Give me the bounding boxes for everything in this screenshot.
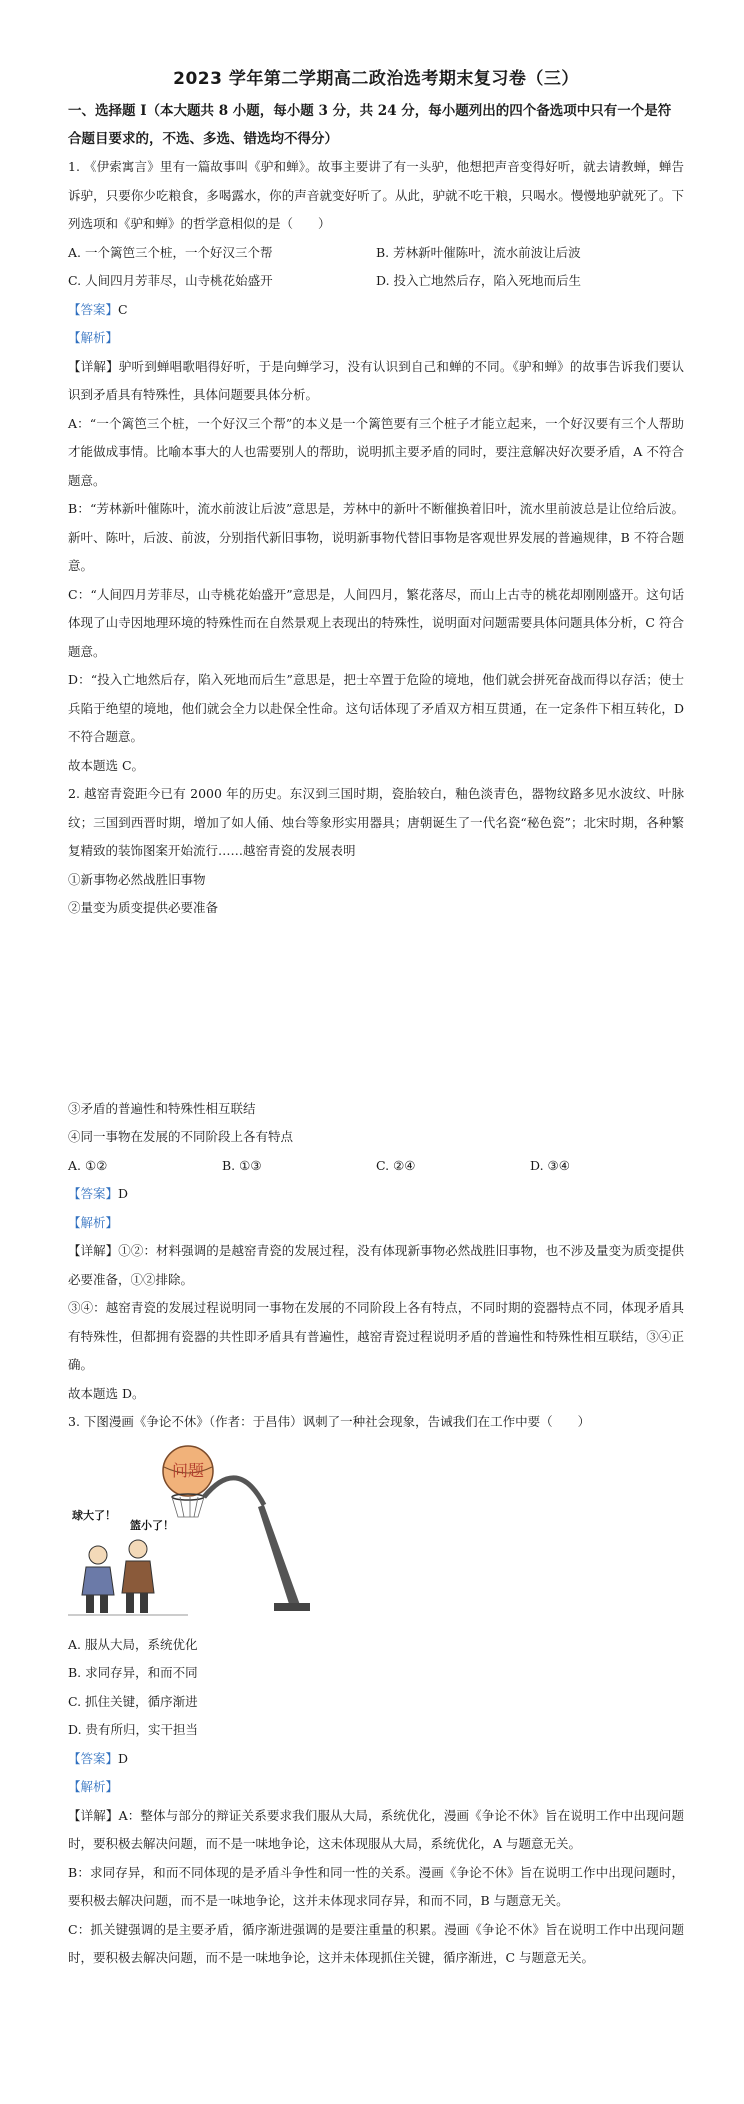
- ball-text: 问题: [171, 1460, 205, 1480]
- hoop-pole: [258, 1505, 300, 1607]
- blank-space: [68, 923, 684, 1095]
- analysis-b: B：“芳林新叶催陈叶，流水前波让后波”意思是，芳林中的新叶不断催换着旧叶，流水里前波总是让位给后波。新叶、陈叶，后波、前波，分别指代新旧事物，说明新事物代替旧事物是客观世界发展的普遍规律，B 不符合题意。: [68, 501, 684, 573]
- analysis-c: C：抓关键强调的是主要矛盾，循序渐进强调的是要注重量的积累。漫画《争论不休》旨在说明工作中出现问题时，要积极去解决问题，而不是一味地争论，这并未体现抓住关键，循序渐进，C 与题意无关。: [68, 1921, 684, 1965]
- option-d: D. 贵有所归，实干担当: [68, 1722, 199, 1737]
- detail-text: 驴听到蝉唱歌唱得好听，于是向蝉学习，没有认识到自己和蝉的不同。《驴和蝉》的故事告诉我们要认识到矛盾具有特殊性，具体问题要具体分析。: [68, 358, 684, 402]
- statement-1: ①新事物必然战胜旧事物: [68, 871, 206, 887]
- answer-tag: 【答案】: [68, 1186, 119, 1201]
- answer-line: [68, 1745, 684, 1774]
- option-a: A. 服从大局，系统优化: [68, 1636, 198, 1652]
- question-1-stem: 1. 《伊索寓言》里有一篇故事叫《驴和蝉》。故事主要讲了有一头驴，他想把声音变得好听，就去请教蝉，蝉告诉驴，只要你少吃粮食，多喝露水，你的声音就变好听了。从此，驴就不吃干粮，只喝水。慢慢地驴就死了。下列选项和《驴和蝉》的哲学意相似的是（ ）: [68, 159, 684, 231]
- detail-paragraph: [68, 353, 684, 410]
- detail-text: A：整体与部分的辩证关系要求我们服从大局，系统优化，漫画《争论不休》旨在说明工作中出现问题时，要积极去解决问题，而不是一味地争论，这未体现服从大局，系统优化，A 与题意无关。: [68, 1807, 684, 1851]
- detail-tag: 【详解】: [68, 358, 119, 374]
- analysis-tag: 【解析】: [68, 1779, 119, 1794]
- analysis-tag: 【解析】: [68, 330, 119, 345]
- page-title: 2023 学年第二学期高二政治选考期末复习卷（三）: [173, 69, 579, 89]
- figure-right: [122, 1540, 154, 1613]
- speech-left: 球大了！: [72, 1508, 116, 1522]
- speech-right: 篮小了！: [130, 1518, 174, 1532]
- option-a: A. ①②: [68, 1157, 108, 1173]
- detail-tag: 【详解】: [68, 1243, 119, 1258]
- answer-tag: 【答案】: [68, 301, 119, 317]
- cartoon-illustration: [68, 1445, 368, 1623]
- option-c: C. 抓住关键，循序渐进: [68, 1693, 198, 1709]
- conclusion: 故本题选 C。: [68, 757, 145, 773]
- conclusion: 故本题选 D。: [68, 1385, 145, 1401]
- question-1-options: [68, 239, 684, 296]
- analysis-tag: 【解析】: [68, 1214, 119, 1230]
- answer-line: [68, 1180, 684, 1209]
- analysis-a: A：“一个篱笆三个桩，一个好汉三个帮”的本义是一个篱笆要有三个桩子才能立起来，一个好汉要有三个人帮助才能做成事情。比喻本事大的人也需要别人的帮助，说明抓主要矛盾的同时，要注意解决好次要矛盾，A 不符合题意。: [68, 415, 684, 488]
- option-c: C. ②④: [376, 1157, 416, 1173]
- option-b: B. ①③: [222, 1157, 262, 1173]
- figure-left: [82, 1546, 114, 1613]
- analysis-34: ③④：越窑青瓷的发展过程说明同一事物在发展的不同阶段上各有特点，不同时期的瓷器特点不同，体现矛盾具有特殊性，但都拥有瓷器的共性即矛盾具有普遍性，越窑青瓷过程说明矛盾的普遍性和特殊性相互联结，③④正确。: [68, 1300, 684, 1372]
- analysis-d: D：“投入亡地然后存，陷入死地而后生”意思是，把士卒置于危险的境地，他们就会拼死奋战而得以存活；使士兵陷于绝望的境地，他们就会全力以赴保全性命。这句话体现了矛盾双方相互贯通，在一定条件下相互转化，D 不符合题意。: [68, 672, 684, 744]
- detail-text: ①②：材料强调的是越窑青瓷的发展过程，没有体现新事物必然战胜旧事物，也不涉及量变为质变提供必要准备，①②排除。: [68, 1243, 684, 1287]
- hoop-arm: [204, 1477, 264, 1504]
- answer-line: [68, 296, 684, 325]
- answer-tag: 【答案】: [68, 1750, 119, 1766]
- option-b: B. 求同存异，和而不同: [68, 1665, 198, 1680]
- question-2-stem: 2. 越窑青瓷距今已有 2000 年的历史。东汉到三国时期，瓷胎较白，釉色淡青色，器物纹路多见水波纹、叶脉纹；三国到西晋时期，增加了如人俑、烛台等象形实用器具；唐朝诞生了一代名瓷“秘色瓷”；北宋时期，各种繁复精致的装饰图案开始流行……越窑青瓷的发展表明: [68, 786, 684, 858]
- detail-tag: 【详解】: [68, 1807, 119, 1823]
- option-b: B. 芳林新叶催陈叶，流水前波让后波: [376, 244, 581, 260]
- option-d: D. ③④: [530, 1157, 570, 1173]
- question-2-options: [68, 1152, 684, 1181]
- hoop-base: [274, 1603, 310, 1611]
- option-c: C. 人间四月芳菲尽，山寺桃花始盛开: [68, 273, 273, 288]
- detail-paragraph: [68, 1237, 684, 1294]
- analysis-c: C：“人间四月芳菲尽，山寺桃花始盛开”意思是，人间四月，繁花落尽，而山上古寺的桃花却刚刚盛开。这句话体现了山寺因地理环境的特殊性而在自然景观上表现出的特殊性，说明面对问题需要具体问题具体分析，C 符合题意。: [68, 586, 684, 659]
- statement-2: ②量变为质变提供必要准备: [68, 900, 219, 915]
- document-page: [68, 64, 684, 1973]
- analysis-b: B：求同存异，和而不同体现的是矛盾斗争性和同一性的关系。漫画《争论不休》旨在说明工作中出现问题时，要积极去解决问题，而不是一味地争论，这并未体现求同存异，和而不同，B 与题意无关。: [68, 1864, 684, 1908]
- detail-paragraph: [68, 1802, 684, 1859]
- answer-value: D: [118, 1186, 129, 1201]
- cartoon-figure: [68, 1445, 368, 1623]
- option-d: D. 投入亡地然后存，陷入死地而后生: [376, 273, 582, 288]
- section-heading: 一、选择题 I（本大题共 8 小题，每小题 3 分，共 24 分，每小题列出的四个备选项中只有一个是符合题目要求的，不选、多选、错选均不得分）: [68, 103, 672, 147]
- question-3-stem: 3. 下图漫画《争论不休》（作者：于昌伟）讽刺了一种社会现象，告诫我们在工作中要（ ）: [68, 1414, 591, 1429]
- answer-value: C: [118, 301, 128, 317]
- answer-value: D: [118, 1750, 129, 1766]
- statement-4: ④同一事物在发展的不同阶段上各有特点: [68, 1129, 294, 1144]
- statement-3: ③矛盾的普遍性和特殊性相互联结: [68, 1100, 256, 1116]
- option-a: A. 一个篱笆三个桩，一个好汉三个帮: [68, 244, 273, 260]
